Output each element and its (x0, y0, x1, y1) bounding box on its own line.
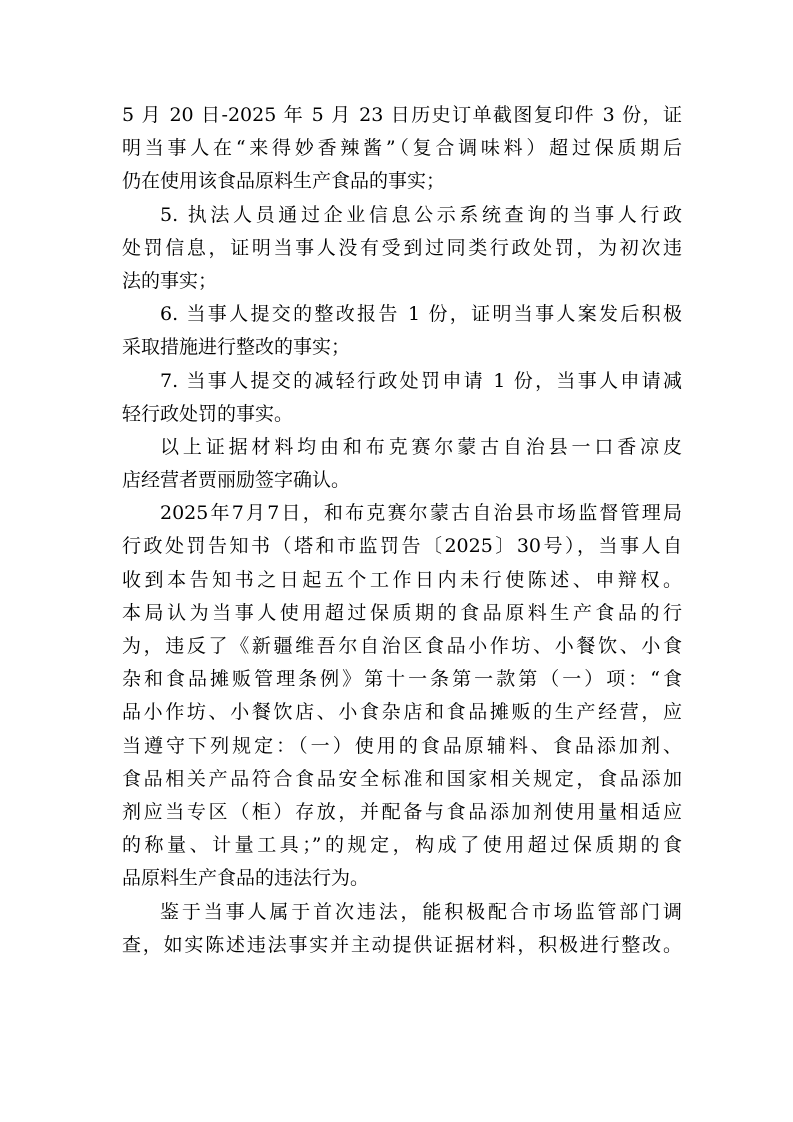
text-line: 店经营者贾丽励签字确认。 (122, 469, 351, 492)
text-line: 杂和食品摊贩管理条例》第十一条第一款第（一）项：“食 (122, 668, 682, 691)
text-line: 鉴于当事人属于首次违法，能积极配合市场监管部门调 (160, 900, 682, 923)
text-line: 7. 当事人提交的减轻行政处罚申请 1 份，当事人申请减 (160, 369, 682, 392)
text-line: 2025年7月7日，和布克赛尔蒙古自治县市场监督管理局 (160, 502, 682, 525)
document-body (122, 99, 682, 962)
text-line: 以上证据材料均由和布克赛尔蒙古自治县一口香凉皮 (160, 435, 682, 458)
text-line: 本局认为当事人使用超过保质期的食品原料生产食品的行 (122, 601, 682, 624)
text-line: 品原料生产食品的违法行为。 (122, 867, 370, 890)
text-line: 明当事人在“来得妙香辣酱”（复合调味料）超过保质期后 (122, 137, 682, 160)
text-line: 剂应当专区（柜）存放，并配备与食品添加剂使用量相适应 (122, 800, 682, 823)
text-line: 为，违反了《新疆维吾尔自治区食品小作坊、小餐饮、小食 (122, 635, 682, 657)
text-line: 收到本告知书之日起五个工作日内未行使陈述、申辩权。 (122, 568, 682, 591)
text-line: 食品相关产品符合食品安全标准和国家相关规定，食品添加 (122, 767, 682, 790)
text-line: 查，如实陈述违法事实并主动提供证据材料，积极进行整改。 (122, 933, 682, 956)
text-line: 采取措施进行整改的事实； (122, 336, 351, 359)
text-line: 处罚信息，证明当事人没有受到过同类行政处罚，为初次违 (122, 236, 682, 259)
text-line: 6. 当事人提交的整改报告 1 份，证明当事人案发后积极 (160, 303, 682, 326)
text-line: 5 月 20 日-2025 年 5 月 23 日历史订单截图复印件 3 份，证 (122, 104, 682, 126)
text-line: 当遵守下列规定：（一）使用的食品原辅料、食品添加剂、 (122, 734, 682, 757)
text-line: 仍在使用该食品原料生产食品的事实； (122, 170, 446, 193)
text-line: 5. 执法人员通过企业信息公示系统查询的当事人行政 (160, 203, 682, 226)
text-line: 行政处罚告知书（塔和市监罚告〔2025〕30号），当事人自 (122, 535, 682, 558)
text-line: 品小作坊、小餐饮店、小食杂店和食品摊贩的生产经营，应 (122, 701, 682, 724)
text-line: 的称量、计量工具；”的规定，构成了使用超过保质期的食 (122, 834, 682, 857)
text-line: 轻行政处罚的事实。 (122, 402, 294, 425)
text-line: 法的事实； (122, 269, 218, 292)
